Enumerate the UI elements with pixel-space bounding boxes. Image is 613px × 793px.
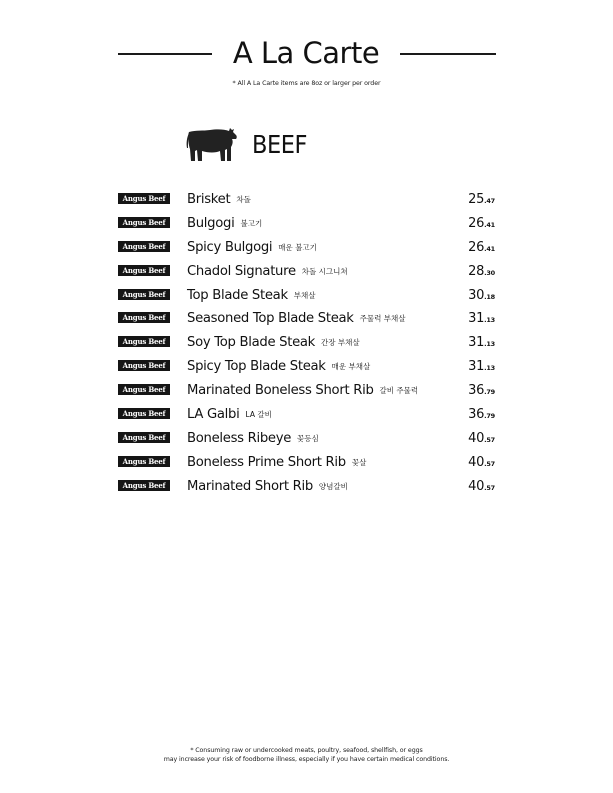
menu-item xyxy=(0,449,613,473)
item-name: Spicy Bulgogi xyxy=(187,239,273,255)
item-line xyxy=(187,355,370,374)
angus-beef-badge: Angus Beef xyxy=(118,432,170,443)
menu-item xyxy=(0,401,613,425)
item-line xyxy=(187,260,348,279)
title-rule-left xyxy=(118,53,212,55)
price-dollars: 31 xyxy=(468,335,485,351)
angus-beef-badge: Angus Beef xyxy=(118,480,170,491)
menu-item xyxy=(0,425,613,449)
price-dollars: 28 xyxy=(468,263,485,279)
price-cents: .57 xyxy=(484,435,495,444)
item-price xyxy=(468,331,495,350)
price-cents: .57 xyxy=(484,483,495,492)
item-korean-name: 부채살 xyxy=(293,290,316,300)
item-name: Soy Top Blade Steak xyxy=(187,335,316,351)
item-name: Marinated Boneless Short Rib xyxy=(187,383,374,399)
item-korean-name: 주물럭 부채살 xyxy=(359,314,406,324)
menu-item xyxy=(0,377,613,401)
angus-beef-badge: Angus Beef xyxy=(118,241,170,252)
item-price xyxy=(468,188,495,207)
price-dollars: 36 xyxy=(468,383,485,399)
item-name: LA Galbi xyxy=(187,407,240,423)
angus-beef-badge: Angus Beef xyxy=(118,193,170,204)
item-name: Top Blade Steak xyxy=(187,287,288,303)
price-dollars: 40 xyxy=(468,478,485,494)
disclaimer-line-1: * Consuming raw or undercooked meats, poultry, seafood, shellfish, or eggs xyxy=(190,747,423,754)
item-name: Chadol Signature xyxy=(187,263,296,279)
item-line xyxy=(187,188,251,207)
menu-list xyxy=(0,186,613,497)
angus-beef-badge: Angus Beef xyxy=(118,289,170,300)
item-line xyxy=(187,379,418,398)
item-price xyxy=(468,451,495,470)
item-korean-name: 매운 부채살 xyxy=(331,362,371,372)
item-price xyxy=(468,475,495,494)
health-disclaimer xyxy=(0,746,613,764)
item-line xyxy=(187,331,360,350)
price-dollars: 26 xyxy=(468,215,485,231)
price-dollars: 40 xyxy=(468,454,485,470)
item-line xyxy=(187,284,316,303)
item-name: Spicy Top Blade Steak xyxy=(187,359,326,375)
item-korean-name: 차돌 시그니쳐 xyxy=(301,266,348,276)
menu-item xyxy=(0,186,613,210)
title-rule-right xyxy=(400,53,496,55)
price-cents: .79 xyxy=(484,388,495,397)
item-name: Brisket xyxy=(187,192,231,207)
price-cents: .30 xyxy=(484,268,495,277)
price-cents: .79 xyxy=(484,412,495,421)
item-korean-name: 간장 부채살 xyxy=(321,338,360,348)
item-price xyxy=(468,260,495,279)
portion-note: * All A La Carte items are 8oz or larger per order xyxy=(232,80,381,87)
angus-beef-badge: Angus Beef xyxy=(118,360,170,371)
price-dollars: 30 xyxy=(468,287,485,303)
item-price xyxy=(468,212,495,231)
price-cents: .13 xyxy=(484,340,495,349)
item-price xyxy=(468,427,495,446)
angus-beef-badge: Angus Beef xyxy=(118,265,170,276)
price-dollars: 25 xyxy=(468,192,485,207)
item-korean-name: 갈비 주물럭 xyxy=(379,386,419,396)
angus-beef-badge: Angus Beef xyxy=(118,312,170,323)
price-cents: .18 xyxy=(484,292,495,301)
item-line xyxy=(187,403,272,422)
item-korean-name: 꽃등심 xyxy=(297,433,319,443)
item-line xyxy=(187,451,366,470)
item-price xyxy=(468,403,495,422)
price-cents: .41 xyxy=(484,244,495,253)
item-price xyxy=(468,307,495,326)
item-line xyxy=(187,236,317,255)
angus-beef-badge: Angus Beef xyxy=(118,408,170,419)
item-line xyxy=(187,307,405,326)
angus-beef-badge: Angus Beef xyxy=(118,456,170,467)
price-dollars: 26 xyxy=(468,239,485,255)
angus-beef-badge: Angus Beef xyxy=(118,217,170,228)
item-korean-name: 꽃살 xyxy=(351,457,367,467)
cow-icon xyxy=(186,123,238,163)
price-cents: .47 xyxy=(484,197,495,205)
item-price xyxy=(468,379,495,398)
title-row xyxy=(0,34,613,74)
item-korean-name: 불고기 xyxy=(240,218,263,228)
angus-beef-badge: Angus Beef xyxy=(118,384,170,395)
item-name: Boneless Prime Short Rib xyxy=(187,454,346,470)
disclaimer-line-2: may increase your risk of foodborne illness, especially if you have certain medical conditions. xyxy=(163,756,450,763)
menu-item xyxy=(0,473,613,497)
menu-item xyxy=(0,258,613,282)
item-price xyxy=(468,284,495,303)
item-price xyxy=(468,236,495,255)
menu-item xyxy=(0,305,613,329)
item-korean-name: 차돌 xyxy=(236,195,251,204)
menu-item xyxy=(0,329,613,353)
item-korean-name: 매운 불고기 xyxy=(278,242,317,252)
section-title: BEEF xyxy=(252,130,308,159)
item-line xyxy=(187,427,319,446)
price-cents: .41 xyxy=(484,220,495,229)
price-cents: .13 xyxy=(484,364,495,373)
price-dollars: 36 xyxy=(468,407,485,423)
menu-item xyxy=(0,282,613,306)
item-line xyxy=(187,475,348,494)
item-korean-name: 양념갈비 xyxy=(318,481,348,491)
angus-beef-badge: Angus Beef xyxy=(118,336,170,347)
page-title: A La Carte xyxy=(232,36,380,70)
item-name: Seasoned Top Blade Steak xyxy=(187,311,354,327)
item-name: Bulgogi xyxy=(187,215,235,231)
item-name: Marinated Short Rib xyxy=(187,478,313,494)
item-line xyxy=(187,212,262,231)
item-price xyxy=(468,355,495,374)
item-korean-name: LA 갈비 xyxy=(245,410,272,420)
price-dollars: 40 xyxy=(468,430,485,446)
item-name: Boneless Ribeye xyxy=(187,430,292,446)
section-header-beef xyxy=(186,121,346,165)
menu-item xyxy=(0,210,613,234)
price-dollars: 31 xyxy=(468,359,485,375)
price-cents: .57 xyxy=(484,459,495,468)
price-cents: .13 xyxy=(484,316,495,325)
menu-item xyxy=(0,353,613,377)
price-dollars: 31 xyxy=(468,311,485,327)
menu-item xyxy=(0,234,613,258)
